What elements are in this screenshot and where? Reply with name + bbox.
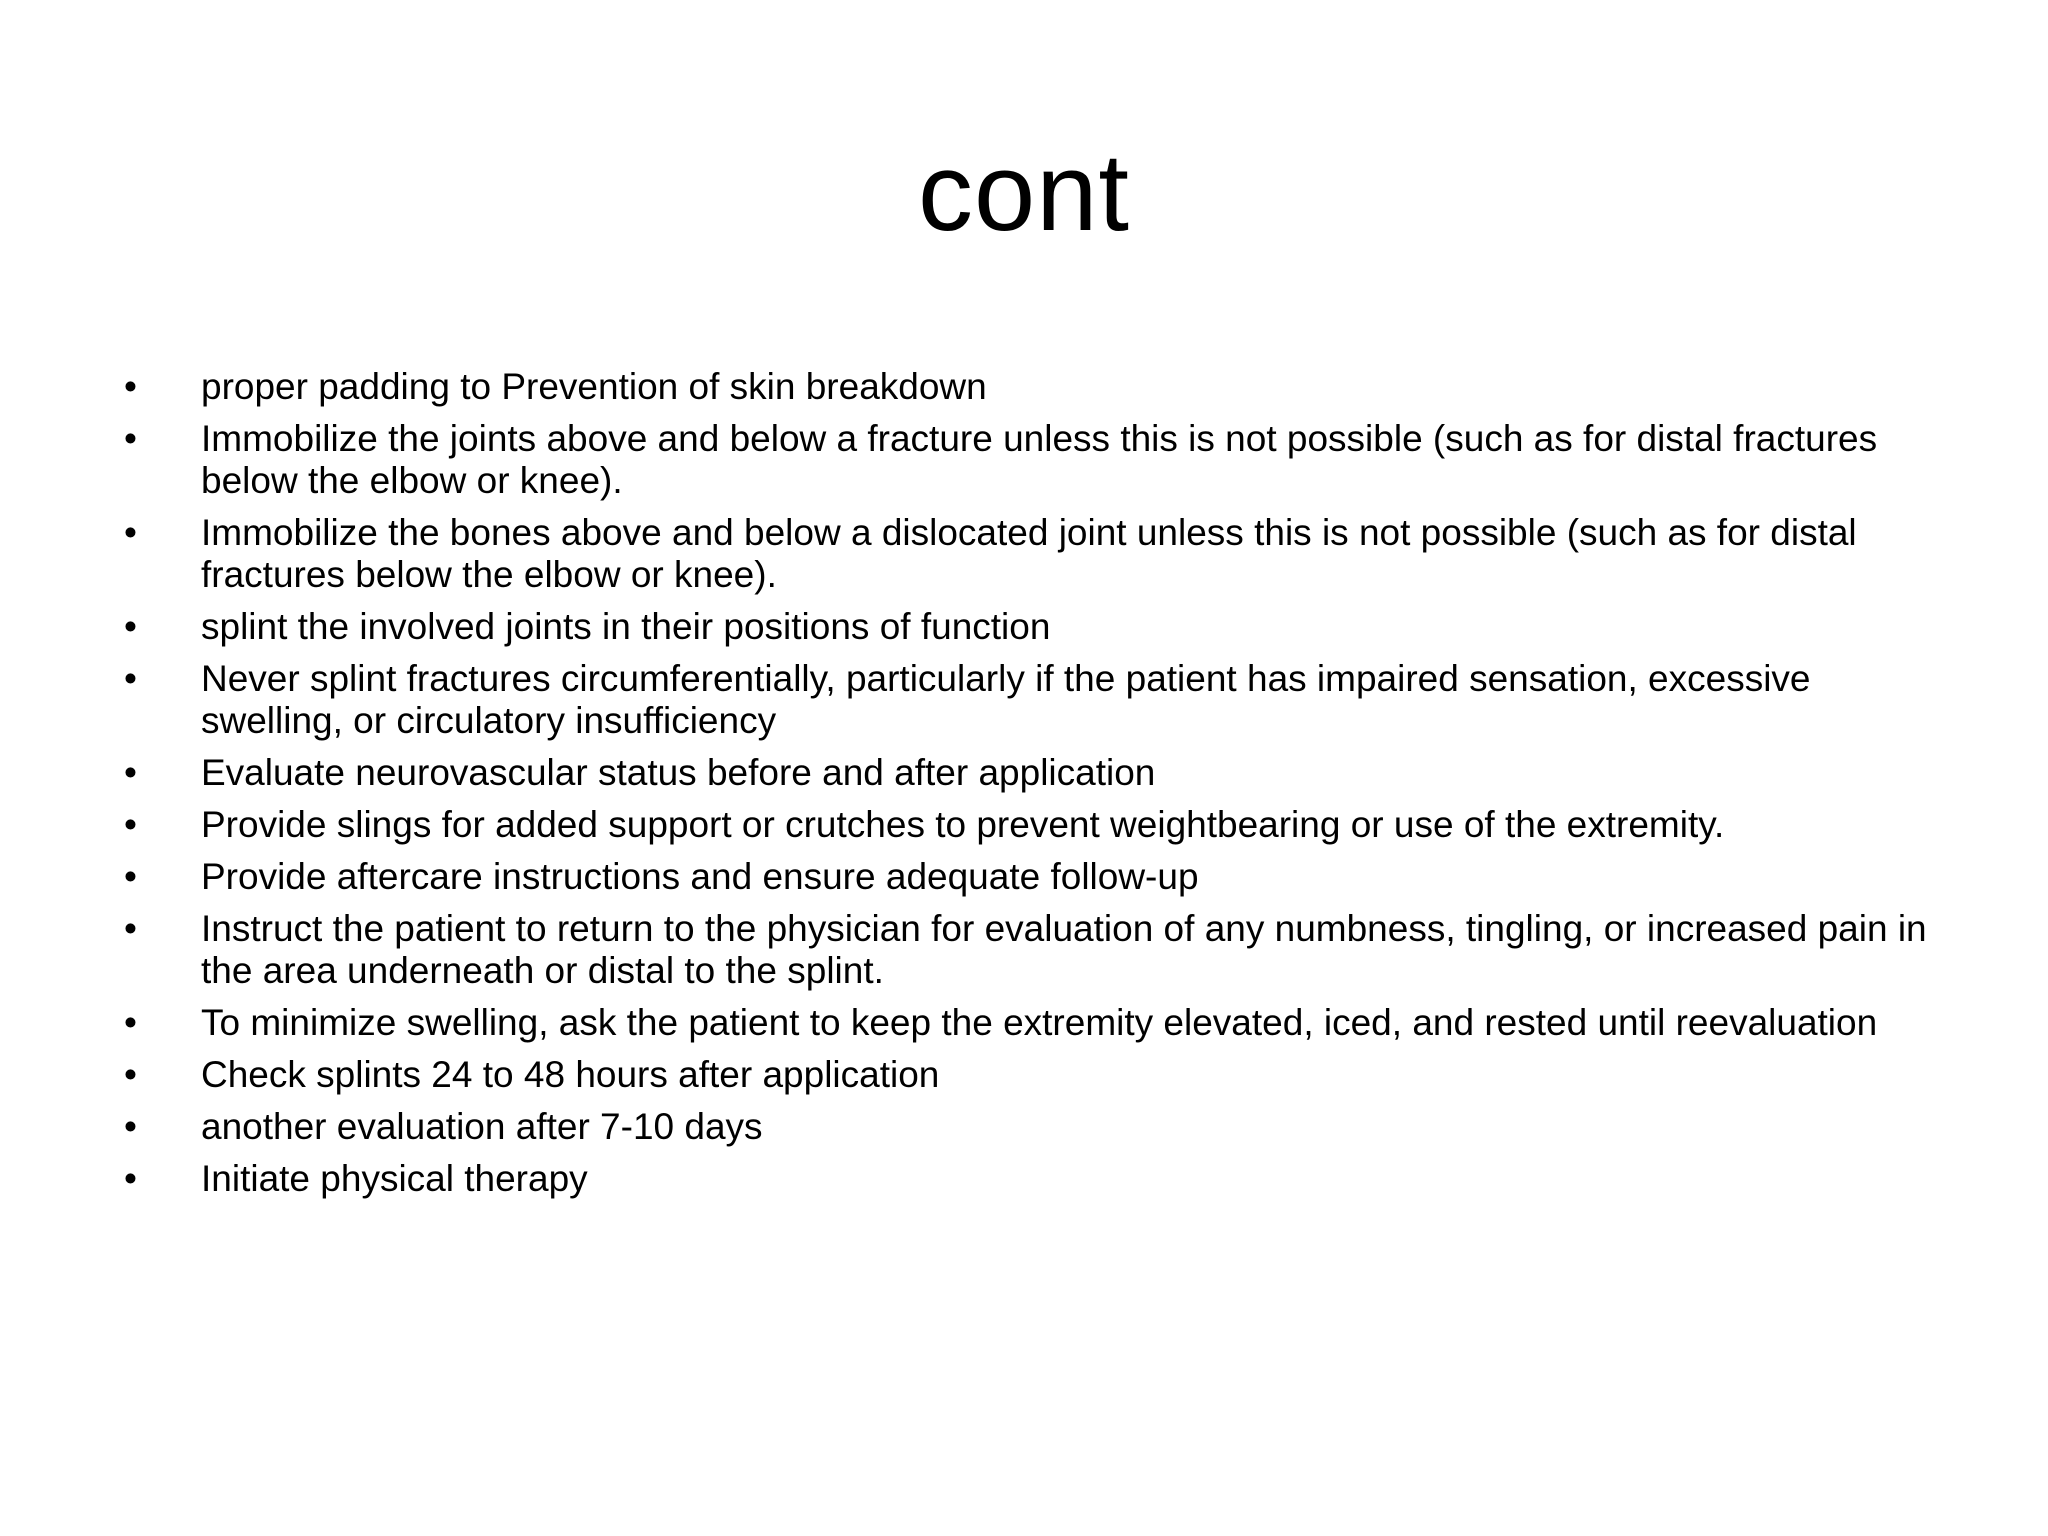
bullet-item bbox=[120, 1158, 1950, 1200]
bullet-item bbox=[120, 606, 1950, 648]
bullet-item bbox=[120, 1106, 1950, 1148]
bullet-text: Provide aftercare instructions and ensure adequate follow-up bbox=[201, 856, 1199, 897]
bullet-icon: • bbox=[124, 1054, 137, 1095]
bullet-text: another evaluation after 7-10 days bbox=[201, 1106, 763, 1147]
bullet-icon: • bbox=[124, 366, 137, 407]
bullet-item bbox=[120, 856, 1950, 898]
bullet-text: Never splint fractures circumferentially, particularly if the patient has impaired sensation, excessive swelling, or circulatory insufficiency bbox=[201, 658, 1811, 741]
bullet-text: Instruct the patient to return to the physician for evaluation of any numbness, tingling, or increased pain in the area underneath or distal to the splint. bbox=[201, 908, 1927, 991]
bullet-item bbox=[120, 908, 1950, 992]
bullet-icon: • bbox=[124, 1158, 137, 1199]
bullet-icon: • bbox=[124, 752, 137, 793]
bullet-icon: • bbox=[124, 658, 137, 699]
bullet-item bbox=[120, 512, 1950, 596]
bullet-list bbox=[120, 366, 1950, 1210]
bullet-text: Initiate physical therapy bbox=[201, 1158, 588, 1199]
bullet-text: Provide slings for added support or crutches to prevent weightbearing or use of the extremity. bbox=[201, 804, 1725, 845]
bullet-text: To minimize swelling, ask the patient to keep the extremity elevated, iced, and rested until reevaluation bbox=[201, 1002, 1878, 1043]
bullet-icon: • bbox=[124, 1106, 137, 1147]
bullet-text: Immobilize the bones above and below a dislocated joint unless this is not possible (such as for distal fractures below the elbow or knee). bbox=[201, 512, 1857, 595]
bullet-text: Check splints 24 to 48 hours after application bbox=[201, 1054, 940, 1095]
slide-title: cont bbox=[918, 131, 1130, 254]
bullet-item bbox=[120, 418, 1950, 502]
bullet-icon: • bbox=[124, 856, 137, 897]
bullet-item bbox=[120, 658, 1950, 742]
bullet-icon: • bbox=[124, 418, 137, 459]
bullet-icon: • bbox=[124, 908, 137, 949]
bullet-icon: • bbox=[124, 804, 137, 845]
bullet-icon: • bbox=[124, 1002, 137, 1043]
bullet-icon: • bbox=[124, 512, 137, 553]
bullet-icon: • bbox=[124, 606, 137, 647]
bullet-text: Immobilize the joints above and below a fracture unless this is not possible (such as for distal fractures below the elbow or knee). bbox=[201, 418, 1878, 501]
bullet-item bbox=[120, 366, 1950, 408]
bullet-item bbox=[120, 752, 1950, 794]
bullet-text: proper padding to Prevention of skin breakdown bbox=[201, 366, 987, 407]
bullet-item bbox=[120, 804, 1950, 846]
bullet-text: splint the involved joints in their positions of function bbox=[201, 606, 1051, 647]
bullet-text: Evaluate neurovascular status before and after application bbox=[201, 752, 1156, 793]
bullet-item bbox=[120, 1002, 1950, 1044]
bullet-item bbox=[120, 1054, 1950, 1096]
